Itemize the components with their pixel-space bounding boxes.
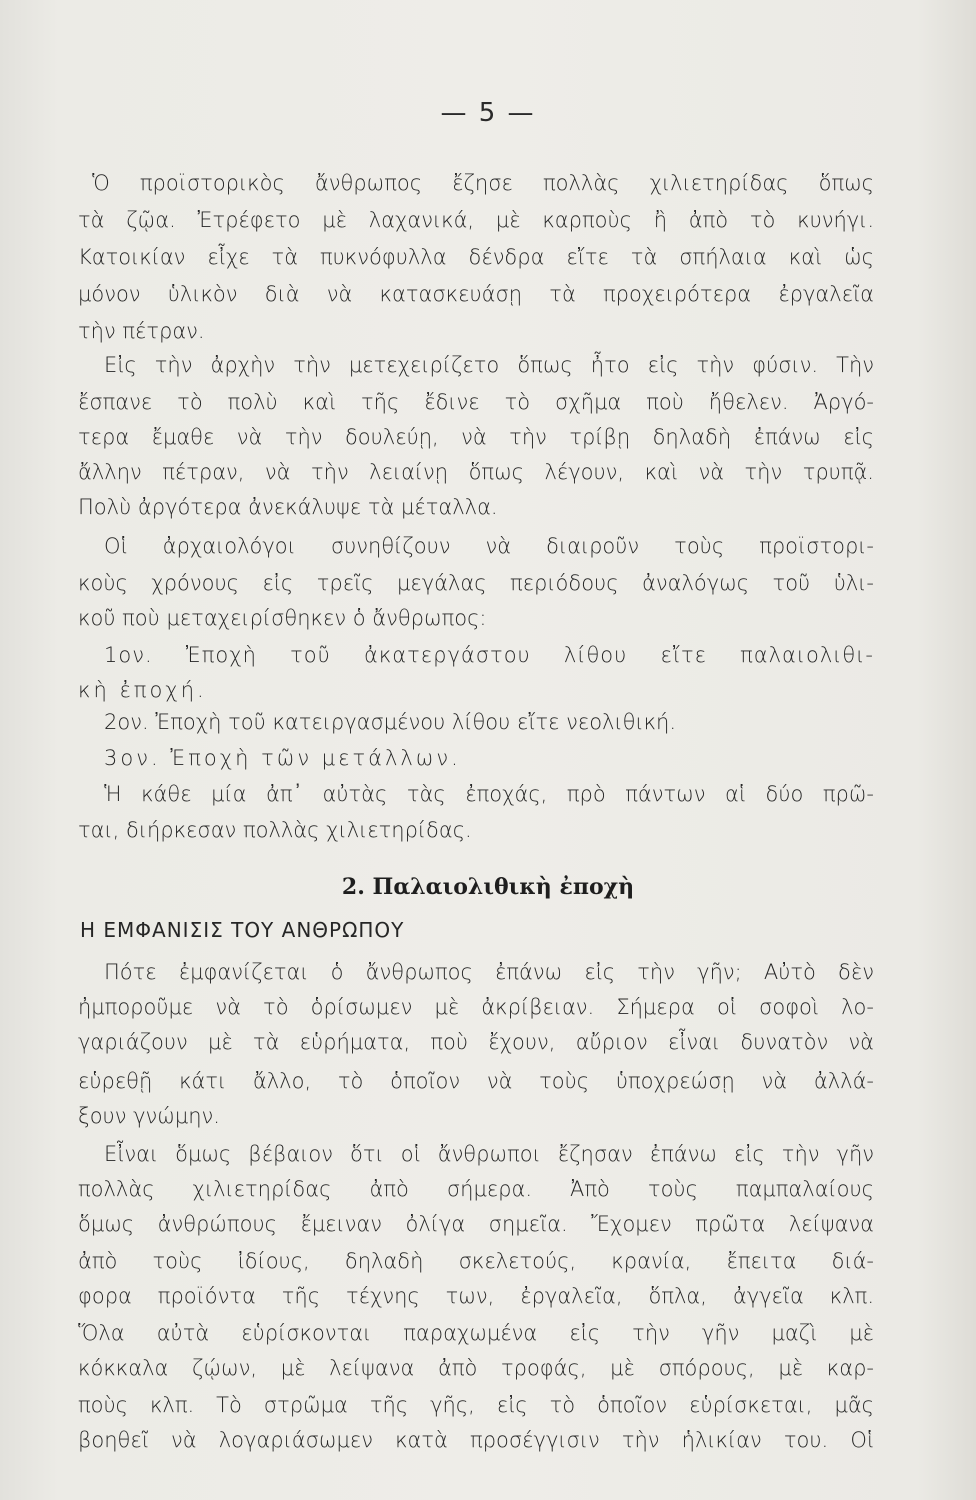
text-line: τὴν πέτραν.	[78, 319, 205, 343]
text-line: κοῦ ποὺ μεταχειρίσθηκεν ὁ ἄνθρωπος:	[78, 606, 487, 630]
text-line: μόνον ὑλικὸν διὰ νὰ κατασκευάσῃ τὰ προχειρότερα ἐργαλεῖα	[78, 282, 874, 306]
section-subheading: Η ΕΜΦΑΝΙΣΙΣ ΤΟΥ ΑΝΘΡΩΠΟΥ	[80, 918, 405, 942]
text-line: ποὺς κλπ. Τὸ στρῶμα τῆς γῆς, εἰς τὸ ὁποῖον εὑρίσκεται, μᾶς	[78, 1393, 874, 1417]
text-line: Ὅλα αὐτὰ εὑρίσκονται παραχωμένα εἰς τὴν γῆν μαζὶ μὲ	[78, 1321, 874, 1345]
text-line: 2ον. Ἐποχὴ τοῦ κατειργασμένου λίθου εἴτε νεολιθική.	[104, 710, 677, 734]
text-line: κὴ ἐποχή.	[78, 678, 207, 702]
text-line: Ἡ κάθε μία ἀπ᾿ αὐτὰς τὰς ἐποχάς, πρὸ πάντων αἱ δύο πρῶ-	[104, 782, 874, 806]
text-line: τερα ἔμαθε νὰ τὴν δουλεύῃ, νὰ τὴν τρίβῃ δηλαδὴ ἐπάνω εἰς	[78, 425, 874, 449]
text-line: Κατοικίαν εἶχε τὰ πυκνόφυλλα δένδρα εἴτε τὰ σπήλαια καὶ ὡς	[78, 245, 874, 269]
text-line: Εἶναι ὅμως βέβαιον ὅτι οἱ ἄνθρωποι ἔζησαν ἐπάνω εἰς τὴν γῆν	[104, 1142, 874, 1166]
text-line: Εἰς τὴν ἀρχὴν τὴν μετεχειρίζετο ὅπως ἦτο εἰς τὴν φύσιν. Τὴν	[104, 353, 874, 377]
text-line: 1ον. Ἐποχὴ τοῦ ἀκατεργάστου λίθου εἴτε παλαιολιθι-	[104, 643, 874, 667]
text-line: ξουν γνώμην.	[78, 1104, 220, 1128]
text-line: Πότε ἐμφανίζεται ὁ ἄνθρωπος ἐπάνω εἰς τὴν γῆν; Αὐτὸ δὲν	[104, 960, 874, 984]
text-line: κοὺς χρόνους εἰς τρεῖς μεγάλας περιόδους ἀναλόγως τοῦ ὑλι-	[78, 571, 874, 595]
text-line: ἔσπανε τὸ πολὺ καὶ τῆς ἔδινε τὸ σχῆμα ποὺ ἤθελεν. Ἀργό-	[78, 390, 874, 414]
text-line: ὅμως ἀνθρώπους ἔμειναν ὀλίγα σημεῖα. Ἔχομεν πρῶτα λείψανα	[78, 1212, 874, 1236]
page-number: — 5 —	[440, 98, 536, 128]
text-line: εὑρεθῇ κάτι ἄλλο, τὸ ὁποῖον νὰ τοὺς ὑποχρεώσῃ νὰ ἀλλά-	[78, 1069, 874, 1093]
text-line: φορα προϊόντα τῆς τέχνης των, ἐργαλεῖα, ὅπλα, ἀγγεῖα κλπ.	[78, 1284, 874, 1308]
text-line: τὰ ζῷα. Ἐτρέφετο μὲ λαχανικά, μὲ καρποὺς ἢ ἀπὸ τὸ κυνήγι.	[78, 208, 874, 232]
text-line: ἀπὸ τοὺς ἰδίους, δηλαδὴ σκελετούς, κρανία, ἔπειτα διά-	[78, 1249, 874, 1273]
text-line: ται, διήρκεσαν πολλὰς χιλιετηρίδας.	[78, 818, 472, 842]
text-line: Ὁ προϊστορικὸς ἄνθρωπος ἔζησε πολλὰς χιλιετηρίδας ὅπως	[92, 171, 874, 195]
text-line: ἄλλην πέτραν, νὰ τὴν λειαίνῃ ὅπως λέγουν, καὶ νὰ τὴν τρυπᾷ.	[78, 460, 874, 484]
text-line: Πολὺ ἀργότερα ἀνεκάλυψε τὰ μέταλλα.	[78, 495, 498, 519]
section-title: 2. Παλαιολιθικὴ ἐποχὴ	[341, 874, 635, 900]
text-line: πολλὰς χιλιετηρίδας ἀπὸ σήμερα. Ἀπὸ τοὺς παμπαλαίους	[78, 1177, 874, 1201]
text-line: 3ον. Ἐποχὴ τῶν μετάλλων.	[104, 746, 461, 770]
text-line: γαριάζουν μὲ τὰ εὑρήματα, ποὺ ἔχουν, αὔριον εἶναι δυνατὸν νὰ	[78, 1030, 874, 1054]
text-line: ἠμποροῦμε νὰ τὸ ὁρίσωμεν μὲ ἀκρίβειαν. Σήμερα οἱ σοφοὶ λο-	[78, 995, 874, 1019]
text-line: βοηθεῖ νὰ λογαριάσωμεν κατὰ προσέγγισιν τὴν ἡλικίαν του. Οἱ	[78, 1428, 874, 1452]
text-line: κόκκαλα ζῴων, μὲ λείψανα ἀπὸ τροφάς, μὲ σπόρους, μὲ καρ-	[78, 1356, 874, 1380]
text-line: Οἱ ἀρχαιολόγοι συνηθίζουν νὰ διαιροῦν τοὺς προϊστορι-	[104, 534, 874, 558]
